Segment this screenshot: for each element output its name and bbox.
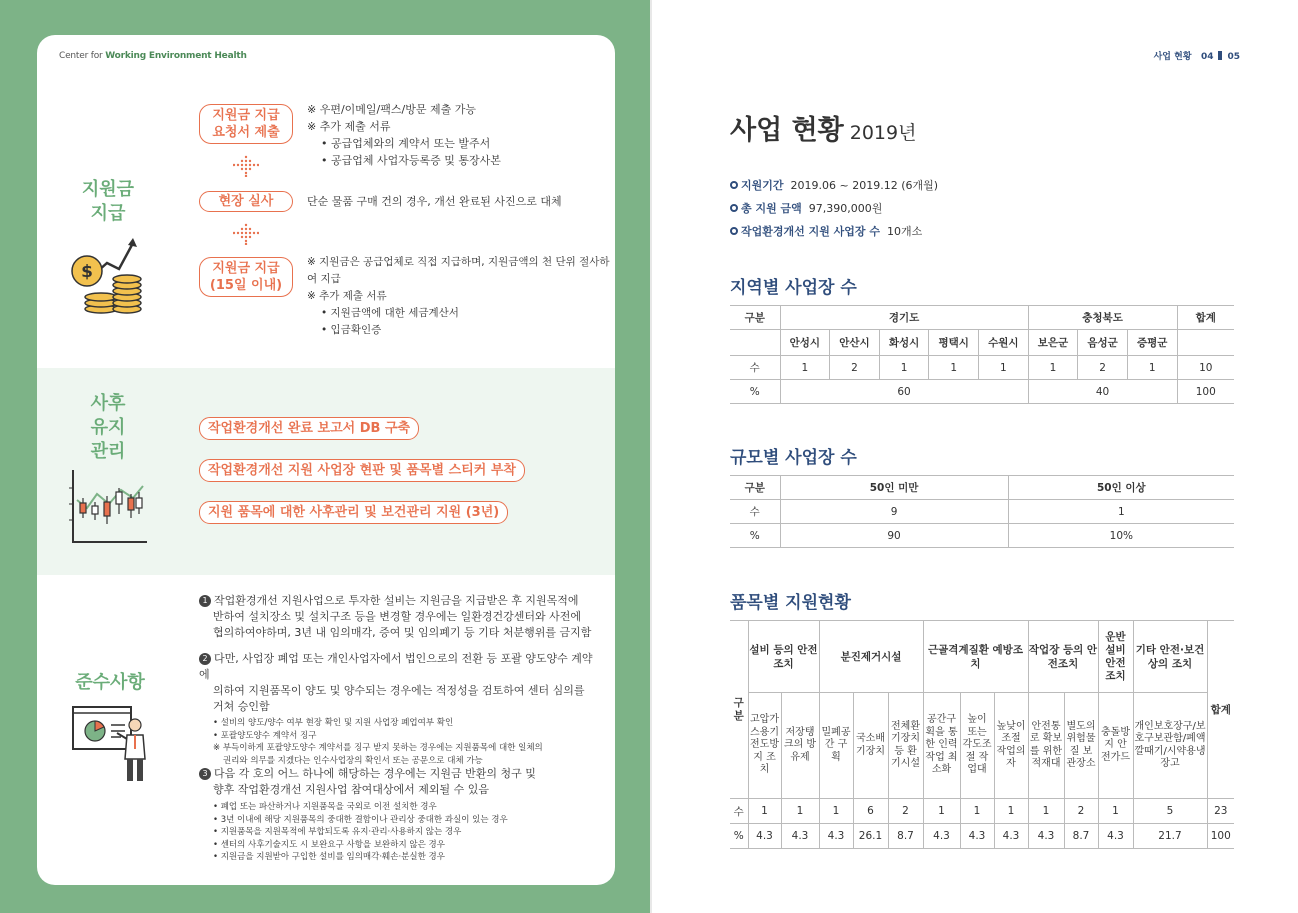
rule-sub: • 지원금을 지원받아 구입한 설비를 임의매각·훼손·분실한 경우 [213, 852, 445, 862]
rule-text: 다만, 사업장 폐업 또는 개인사업자에서 법인으로의 전환 등 포괄 양도양수 계약에 [199, 652, 593, 681]
rule-sub: ※ 부득이하게 포괄양도양수 계약서를 징구 받지 못하는 경우에는 지원품목에 대한 일체의 [213, 743, 543, 753]
table-cell: 21.7 [1133, 824, 1207, 849]
table-cell: 저장탱크의 방유제 [781, 693, 819, 799]
header-cell: 근골격계질환 예방조치 [923, 621, 1028, 693]
task-aftercare: 지원 품목에 대한 사후관리 및 보건관리 지원 (3년) [199, 501, 508, 524]
table-cell: 4.3 [960, 824, 994, 849]
rule-sub: • 설비의 양도/양수 여부 현장 확인 및 지원 사업장 폐업여부 확인 [213, 718, 454, 728]
header-cell: 안산시 [830, 330, 880, 356]
header-cell: 안성시 [780, 330, 830, 356]
page-left-number: 04 [1200, 52, 1214, 62]
step3-note: ※ 추가 제출 서류 [307, 290, 387, 302]
step2-label: 현장 실사 [218, 194, 274, 209]
table-cell: 1 [929, 356, 979, 380]
table-cell: 4.3 [1028, 824, 1064, 849]
items-table [730, 620, 1234, 849]
step1-note: ※ 추가 제출 서류 [307, 120, 391, 133]
svg-text:$: $ [81, 262, 93, 282]
table-cell: 국소배기장치 [853, 693, 888, 799]
content-card [37, 35, 615, 885]
table-cell: % [730, 824, 748, 849]
arrow-down-dots-icon [233, 155, 259, 177]
table-cell: 9 [780, 500, 1008, 524]
table-cell: 높이 또는 각도조절 작업대 [960, 693, 994, 799]
rule-2 [199, 651, 599, 767]
rule-number: 3 [199, 768, 211, 780]
table-cell: 6 [853, 799, 888, 824]
bullet-icon [730, 227, 738, 235]
region-table [730, 305, 1234, 404]
rule-number: 2 [199, 653, 211, 665]
section2-title-line2: 유지 [90, 417, 126, 438]
table-cell: 4.3 [923, 824, 960, 849]
header-cell: 음성군 [1078, 330, 1128, 356]
step3-note: • 지원금액에 대한 세금계산서 [321, 307, 459, 319]
info-value: 10개소 [887, 225, 923, 238]
step1-note: • 공급업체와의 계약서 또는 발주서 [321, 137, 491, 150]
table-cell: % [730, 524, 780, 548]
table-cell: 40 [1028, 380, 1177, 404]
presentation-board-icon [71, 703, 151, 783]
header-cell: 구분 [730, 621, 748, 799]
header-cell: 합계 [1207, 621, 1234, 799]
rule-2-subs [199, 717, 599, 767]
brand-prefix: Center for [59, 51, 106, 61]
table-cell: 밀폐공간 구획 [819, 693, 853, 799]
rule-sub: • 센터의 사후기술지도 시 보완요구 사항을 보완하지 않은 경우 [213, 839, 445, 850]
table-cell: 1 [879, 356, 929, 380]
table-cell: 2 [830, 356, 880, 380]
table-cell: 1 [780, 356, 830, 380]
table-cell [1177, 330, 1234, 356]
step3-line1: 지원금 지급 [212, 261, 280, 276]
table-cell: 공간구획을 통한 인력작업 최소화 [923, 693, 960, 799]
table-cell: 60 [780, 380, 1028, 404]
step1-line1: 지원금 지급 [212, 108, 280, 123]
table-cell: 1 [994, 799, 1028, 824]
header-cell: 기타 안전·보건상의 조치 [1133, 621, 1207, 693]
table-cell: 1 [923, 799, 960, 824]
rule-text: 거쳐 승인함 [213, 700, 270, 713]
header-cell: 운반 설비 안전 조치 [1098, 621, 1133, 693]
table-cell: 1 [1008, 500, 1234, 524]
section2-title-line1: 사후 [90, 393, 126, 414]
table-cell: 수 [730, 500, 780, 524]
rule-sub: • 지원품목을 지원목적에 부합되도록 유지·관리·사용하지 않는 경우 [213, 827, 462, 837]
info-key: 총 지원 금액 [741, 202, 802, 215]
table-cell: 별도의 위험물질 보관장소 [1064, 693, 1098, 799]
table-cell: 26.1 [853, 824, 888, 849]
section1-title [73, 178, 143, 226]
table-cell: 2 [1078, 356, 1128, 380]
table-cell: 4.3 [748, 824, 781, 849]
info-value: 97,390,000원 [808, 202, 883, 215]
rule-1 [199, 593, 599, 641]
items-title: 품목별 지원현황 [730, 593, 851, 613]
header-cell: 화성시 [879, 330, 929, 356]
header-cell: 수원시 [979, 330, 1029, 356]
step3-note: ※ 지원금은 공급업체로 직접 지급하며, 지원금액의 천 단위 절사하여 지급 [307, 256, 610, 285]
table-cell: 1 [1028, 799, 1064, 824]
info-key: 작업환경개선 지원 사업장 수 [741, 225, 880, 238]
header-cell: 평택시 [929, 330, 979, 356]
table-cell: 2 [888, 799, 923, 824]
rule-sub: • 폐업 또는 파산하거나 지원품목을 국외로 이전 설치한 경우 [213, 802, 437, 812]
table-cell: 1 [748, 799, 781, 824]
step3-notes [307, 254, 615, 339]
task-sticker: 작업환경개선 지원 사업장 현판 및 품목별 스티커 부착 [199, 459, 525, 482]
header-cell: 50인 이상 [1008, 476, 1234, 500]
header-cell: 작업장 등의 안전조치 [1028, 621, 1098, 693]
table-cell: 전체환기장치 등 환기시설 [888, 693, 923, 799]
rule-number: 1 [199, 595, 211, 607]
rule-text: 협의하여야하며, 3년 내 임의매각, 증여 및 임의폐기 등 기타 처분행위를 금지함 [213, 626, 592, 639]
table-cell: 4.3 [819, 824, 853, 849]
table-cell: 고압가스용기 전도방지 조치 [748, 693, 781, 799]
table-cell: % [730, 380, 780, 404]
rule-sub: • 3년 이내에 해당 지원품목의 중대한 결함이나 관리상 중대한 과실이 있는 경우 [213, 814, 508, 825]
section1-title-line1: 지원금 [81, 179, 135, 200]
table-cell: 안전통로 확보를 위한 적재대 [1028, 693, 1064, 799]
table-cell: 1 [819, 799, 853, 824]
brand-text [59, 51, 247, 61]
step2-note: 단순 물품 구매 건의 경우, 개선 완료된 사진으로 대체 [307, 195, 562, 208]
rule-3-subs [199, 801, 599, 864]
table-cell: 1 [960, 799, 994, 824]
brand-bold: Working Environment Health [105, 51, 247, 61]
table-cell: 2 [1064, 799, 1098, 824]
info-period [730, 177, 938, 193]
page-label: 사업 현황 [1153, 52, 1192, 62]
candlestick-chart-icon [69, 468, 149, 546]
rule-sub: • 포괄양도양수 계약서 징구 [213, 730, 317, 741]
table-cell: 10 [1177, 356, 1234, 380]
table-cell: 1 [1098, 799, 1133, 824]
step3-line2: (15일 이내) [209, 278, 283, 293]
header-cell: 구분 [730, 306, 780, 330]
header-cell: 충청북도 [1028, 306, 1177, 330]
table-cell [730, 330, 780, 356]
section2-title [73, 392, 143, 464]
table-cell: 1 [1127, 356, 1177, 380]
header-cell: 50인 미만 [780, 476, 1008, 500]
page-title-year: 2019년 [849, 122, 917, 144]
info-amount [730, 200, 882, 216]
step3-note: • 입금확인증 [321, 324, 382, 336]
table-cell: 4.3 [1098, 824, 1133, 849]
table-cell: 10% [1008, 524, 1234, 548]
money-coins-icon [67, 235, 149, 315]
table-cell: 수 [730, 799, 748, 824]
rule-sub: 권리와 의무를 지겠다는 인수사업장의 확인서 또는 공문으로 대체 가능 [223, 755, 483, 766]
scale-title: 규모별 사업장 수 [730, 448, 857, 468]
table-cell: 1 [979, 356, 1029, 380]
rule-text: 의하여 지원품목이 양도 및 양수되는 경우에는 적정성을 검토하여 센터 심의를 [213, 684, 585, 697]
header-cell: 경기도 [780, 306, 1028, 330]
info-key: 지원기간 [741, 179, 784, 192]
rule-text: 향후 작업환경개선 지원사업 참여대상에서 제외될 수 있음 [213, 783, 490, 796]
table-cell: 1 [781, 799, 819, 824]
table-cell: 충돌방지 안전가드 [1098, 693, 1133, 799]
table-cell: 90 [780, 524, 1008, 548]
page-title-text: 사업 현황 [730, 115, 844, 146]
info-count [730, 223, 922, 239]
task-db: 작업환경개선 완료 보고서 DB 구축 [199, 417, 419, 440]
rule-text: 다음 각 호의 어느 하나에 해당하는 경우에는 지원금 반환의 청구 및 [214, 767, 536, 780]
section3-title: 준수사항 [75, 672, 145, 693]
step2-pill [199, 191, 293, 212]
section1-title-line2: 지급 [90, 203, 126, 224]
table-cell: 8.7 [888, 824, 923, 849]
table-cell: 8.7 [1064, 824, 1098, 849]
right-page [652, 0, 1298, 913]
arrow-down-dots-icon [233, 223, 259, 245]
header-cell: 분진제거시설 [819, 621, 923, 693]
rule-text: 작업환경개선 지원사업으로 투자한 설비는 지원금을 지급받은 후 지원목적에 [214, 594, 579, 607]
section2-title-line3: 관리 [90, 441, 126, 462]
header-cell: 구분 [730, 476, 780, 500]
rule-text: 반하여 설치장소 및 설치구조 등을 변경할 경우에는 일환경건강센터와 사전에 [213, 610, 582, 623]
header-cell: 합계 [1177, 306, 1234, 330]
table-cell: 100 [1207, 824, 1234, 849]
table-cell: 개인보호장구/보호구보관함/폐액깔때기/시약용냉장고 [1133, 693, 1207, 799]
header-cell: 설비 등의 안전조치 [748, 621, 819, 693]
table-cell: 4.3 [781, 824, 819, 849]
step1-notes [307, 101, 501, 169]
page-title [730, 108, 916, 147]
table-cell: 수 [730, 356, 780, 380]
table-cell: 4.3 [994, 824, 1028, 849]
page-number [1154, 49, 1240, 62]
step3-pill [199, 257, 293, 297]
rule-3 [199, 766, 599, 864]
info-value: 2019.06 ~ 2019.12 (6개월) [790, 179, 939, 192]
table-cell: 1 [1028, 356, 1078, 380]
table-cell: 23 [1207, 799, 1234, 824]
step1-note: • 공급업체 사업자등록증 및 통장사본 [321, 154, 501, 167]
page-divider [1218, 51, 1222, 60]
header-cell: 증평군 [1127, 330, 1177, 356]
bullet-icon [730, 181, 738, 189]
bullet-icon [730, 204, 738, 212]
step1-pill [199, 104, 293, 144]
table-cell: 5 [1133, 799, 1207, 824]
scale-table [730, 475, 1234, 548]
region-title: 지역별 사업장 수 [730, 278, 857, 298]
header-cell: 보은군 [1028, 330, 1078, 356]
step1-note: ※ 우편/이메일/팩스/방문 제출 가능 [307, 103, 476, 116]
step1-line2: 요청서 제출 [212, 125, 280, 140]
table-cell: 100 [1177, 380, 1234, 404]
page-right-number: 05 [1227, 52, 1240, 62]
table-cell: 높낮이 조절 작업의자 [994, 693, 1028, 799]
